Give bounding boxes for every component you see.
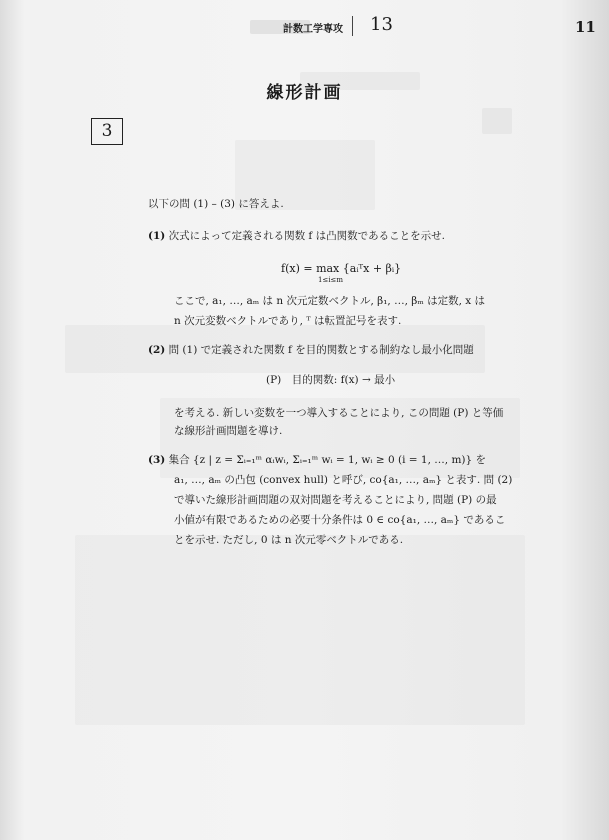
q2-line3: な線形計画問題を導け. bbox=[174, 425, 283, 437]
q1-label: (1) bbox=[148, 230, 166, 242]
q1-text: 次式によって定義される関数 f は凸関数であることを示せ. bbox=[168, 230, 445, 242]
intro-text: 以下の問 (1) – (3) に答えよ. bbox=[148, 198, 284, 210]
q2-statement bbox=[148, 342, 474, 358]
page-title: 線形計画 bbox=[266, 83, 343, 103]
q1-explanation-line1: ここで, a₁, …, aₘ は n 次元定数ベクトル, β₁, …, βₘ は定数, x は bbox=[174, 295, 486, 307]
q3-line5: とを示せ. ただし, 0 は n 次元零ベクトルである. bbox=[174, 534, 404, 546]
q2-problem: (P) 目的関数: f(x) → 最小 bbox=[266, 374, 396, 386]
q3-line4: 小値が有限であるための必要十分条件は 0 ∈ co{a₁, …, aₘ} であるこ bbox=[174, 514, 506, 526]
q3-text-line1: 集合 {z | z = Σᵢ₌₁ᵐ αᵢwᵢ, Σᵢ₌₁ᵐ wᵢ = 1, wᵢ ≥ 0 (i = 1, …, m)} を bbox=[168, 454, 487, 466]
q3-line2: a₁, …, aₘ の凸包 (convex hull) と呼び, co{a₁, …, aₘ} と表す. 問 (2) bbox=[174, 474, 513, 486]
q1-formula-subscript: 1≤i≤m bbox=[318, 276, 344, 284]
bleed-through-box bbox=[482, 108, 512, 134]
page-number: 11 bbox=[575, 18, 596, 36]
q2-line2: を考える. 新しい変数を一つ導入することにより, この問題 (P) と等価 bbox=[174, 407, 504, 419]
q1-explanation-line2: n 次元変数ベクトルであり, ᵀ は転置記号を表す. bbox=[174, 315, 402, 327]
question-number-box: 3 bbox=[91, 118, 123, 145]
bleed-through-text bbox=[75, 535, 525, 725]
q1-formula-expression: f(x) = max {aᵢᵀx + βᵢ} bbox=[281, 262, 402, 275]
q2-label: (2) bbox=[148, 344, 166, 356]
q2-text: 問 (1) で定義された関数 f を目的関数とする制約なし最小化問題 bbox=[168, 344, 474, 356]
department-label: 計数工学専攻 bbox=[283, 24, 343, 35]
page-header bbox=[0, 14, 609, 38]
q1-statement bbox=[148, 228, 445, 244]
q1-formula bbox=[281, 262, 401, 275]
q3-label: (3) bbox=[148, 454, 166, 466]
header-separator bbox=[352, 16, 353, 36]
exam-number: 13 bbox=[370, 14, 393, 35]
q3-line1 bbox=[148, 452, 486, 468]
q3-line3: で導いた線形計画問題の双対問題を考えることにより, 問題 (P) の最 bbox=[174, 494, 497, 506]
